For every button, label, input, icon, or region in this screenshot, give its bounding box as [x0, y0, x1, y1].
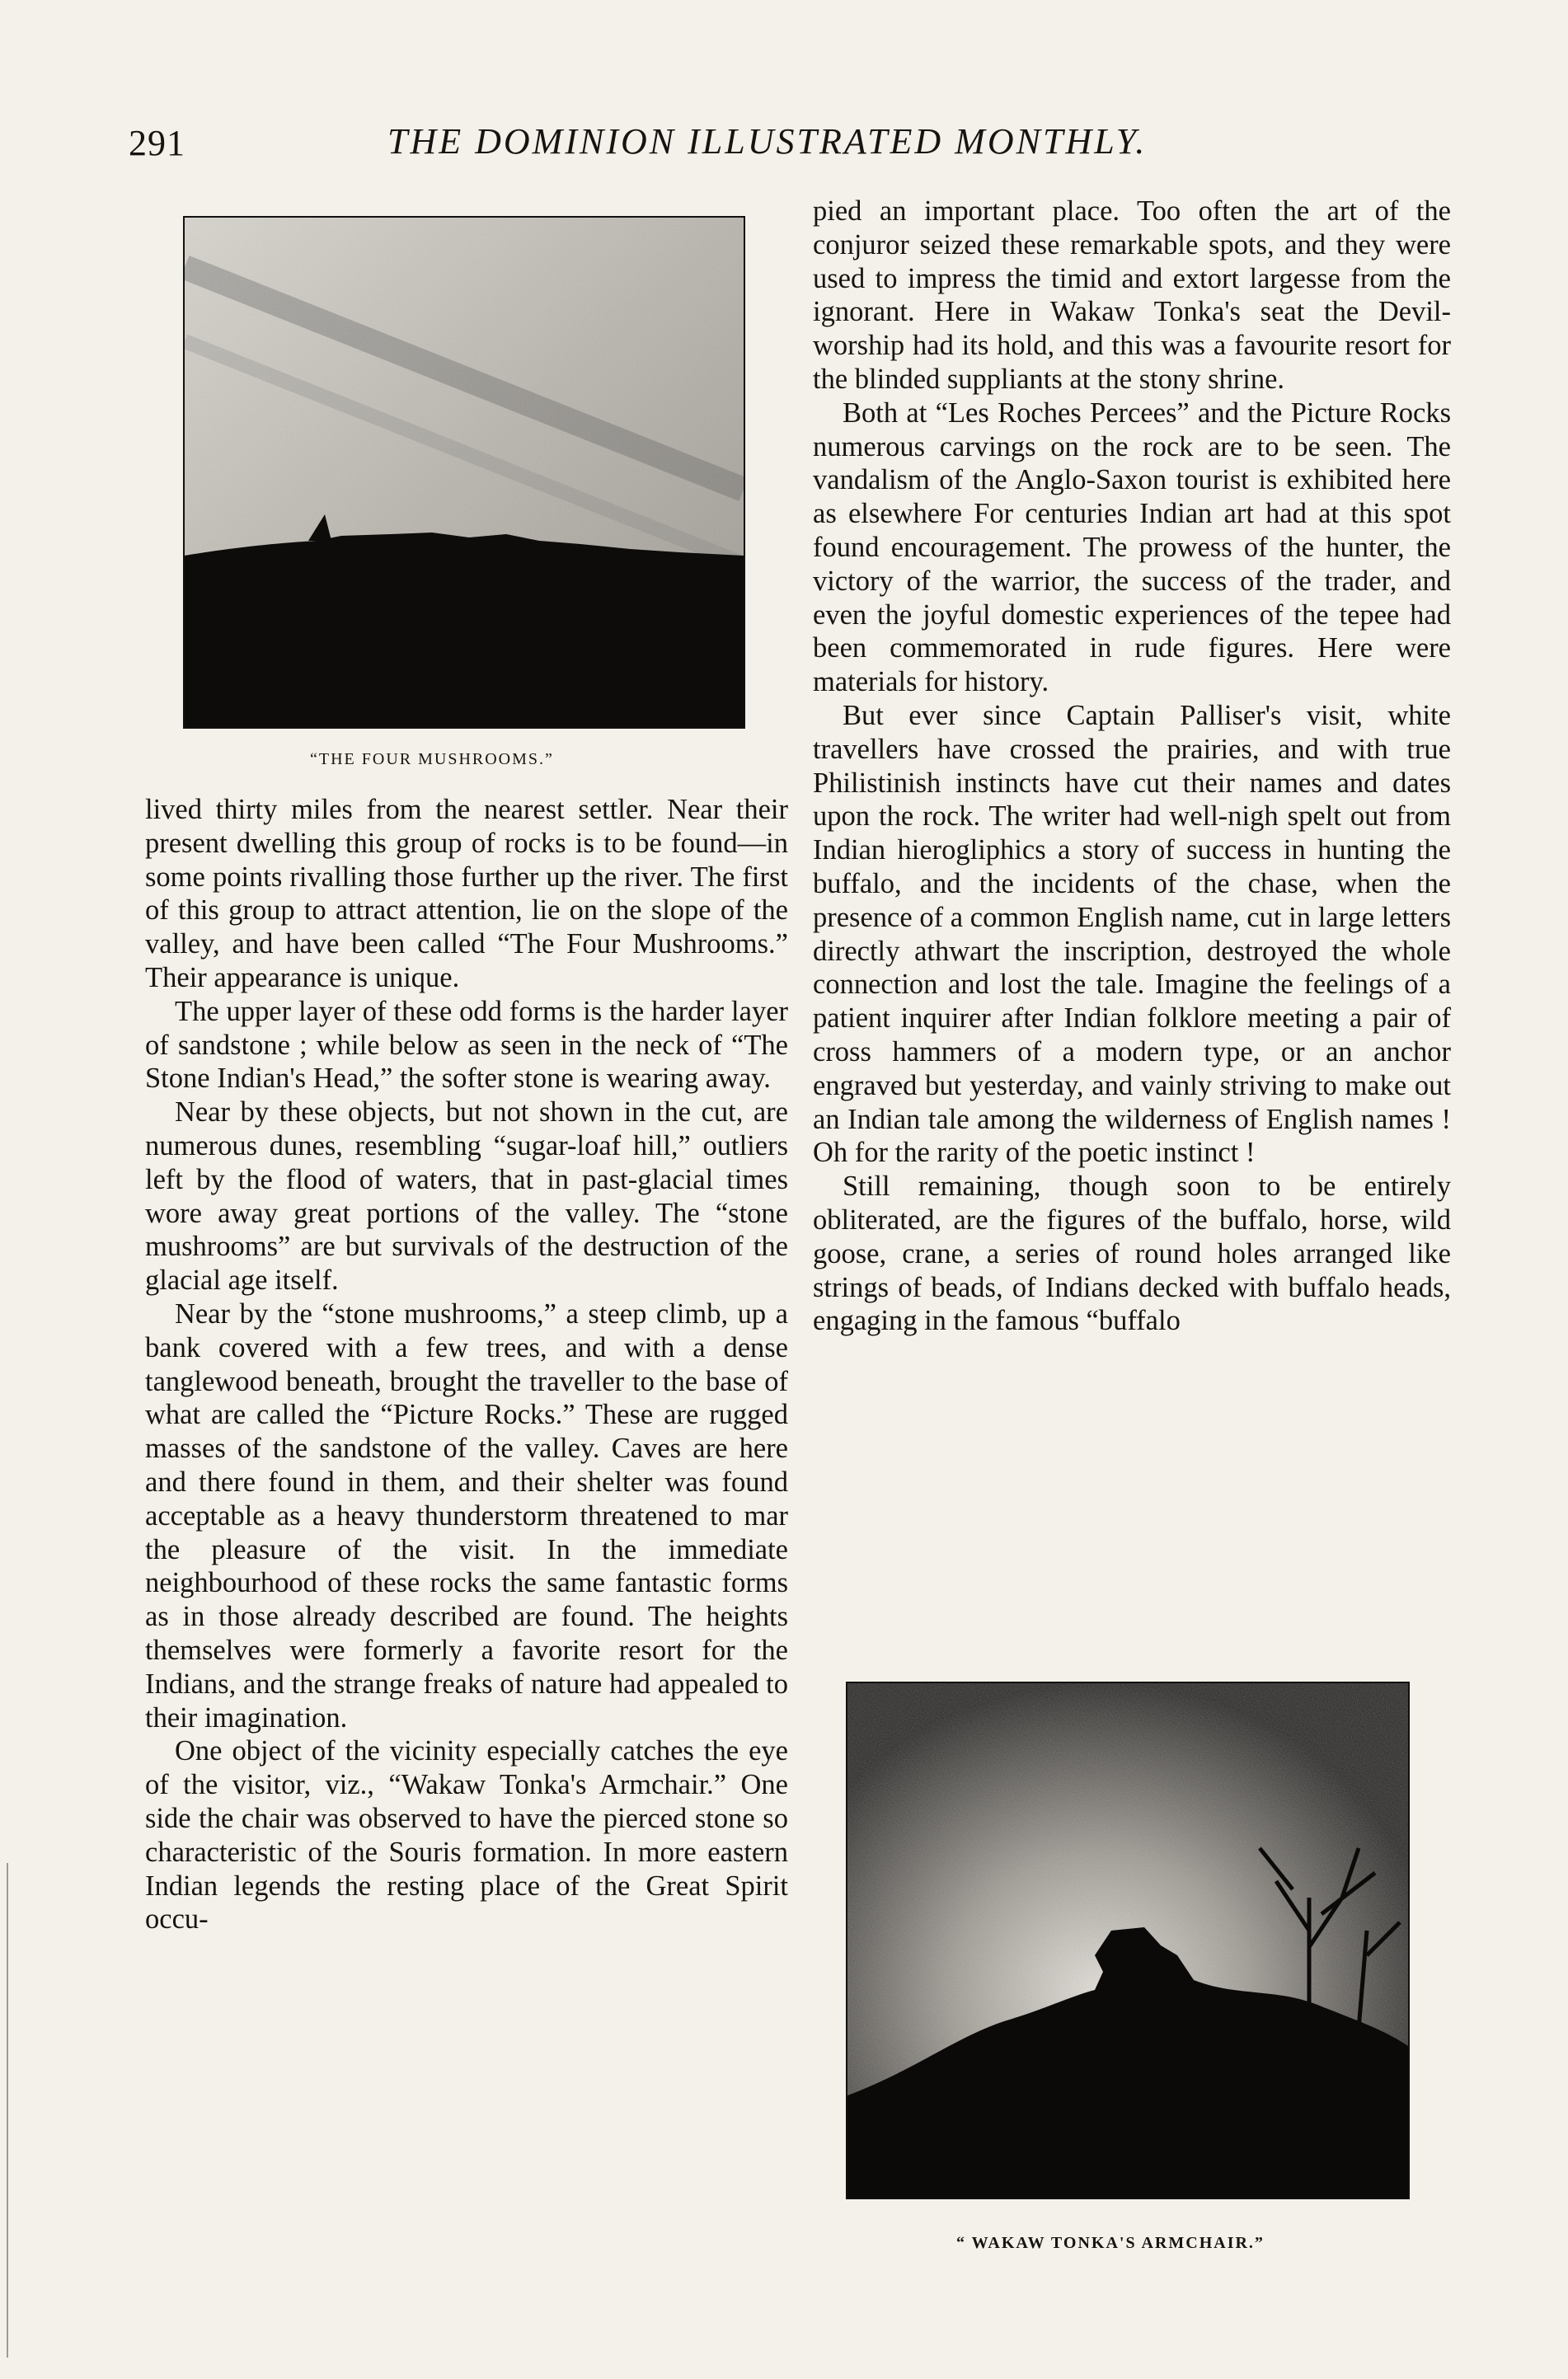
- figure-caption-mushrooms: “THE FOUR MUSHROOMS.”: [310, 750, 554, 768]
- scan-edge-mark: [7, 1863, 8, 2358]
- running-head: THE DOMINION ILLUSTRATED MONTHLY.: [387, 121, 1148, 162]
- paragraph: lived thirty miles from the nearest settler. Near their present dwelling this group of rocks is to be found—in some points rivalling those further up the river. The first of this group to attract attention, lie on the slope of the valley, and have been called “The Four Mushrooms.” Their appearance is unique.: [145, 794, 788, 993]
- paragraph: Both at “Les Roches Percees” and the Picture Rocks numerous carvings on the rock are to be seen. The vandalism of the Anglo-Saxon tourist is exhibited here as elsewhere For centuries Indian art had at this spot found encouragement. The prowess of the hunter, the victory of the warrior, the success of the trader, and even the joyful domestic experiences of the tepee had been commemorated in rude figures. Here were materials for history.: [813, 396, 1451, 698]
- figure-caption-armchair: “ WAKAW TONKA'S ARMCHAIR.”: [956, 2234, 1265, 2252]
- wakaw-tonka-armchair-photo: [846, 1682, 1410, 2199]
- four-mushrooms-photo: [183, 216, 745, 729]
- paragraph: The upper layer of these odd forms is the harder layer of sandstone ; while below as seen in the neck of “The Stone Indian's Head,” the softer stone is wearing away.: [145, 995, 788, 1095]
- paragraph: But ever since Captain Palliser's visit, white travellers have crossed the prairies, and with true Philistinish instincts have cut their names and dates upon the rock. The writer had well-nigh spelt out from Indian hierogliphics a story of success in hunting the buffalo, and the incidents of the chase, when the presence of a common English name, cut in large letters directly athwart the inscription, destroyed the whole connection and lost the tale. Imagine the feelings of a patient inquirer after Indian folklore meeting a pair of cross hammers of a modern type, or an anchor engraved but yesterday, and vainly striving to make out an Indian tale among the wilderness of English names ! Oh for the rarity of the poetic instinct !: [813, 699, 1451, 1169]
- paragraph: One object of the vicinity especially catches the eye of the visitor, viz., “Wakaw Tonka's Armchair.” One side the chair was observed to have the pierced stone so characteristic of the Souris formation. In more eastern Indian legends the resting place of the Great Spirit occu-: [145, 1735, 788, 1936]
- four-mushrooms-image: [185, 218, 744, 727]
- armchair-image: [847, 1683, 1408, 2198]
- paragraph: Still remaining, though soon to be entirely obliterated, are the figures of the buffalo, horse, wild goose, crane, a series of round holes arranged like strings of beads, of Indians decked with buffalo heads, engaging in the famous “buffalo: [813, 1171, 1451, 1337]
- paragraph: Near by the “stone mushrooms,” a steep climb, up a bank covered with a few trees, and with a dense tanglewood beneath, brought the traveller to the base of what are called the “Picture Rocks.” These are rugged masses of the sandstone of the valley. Caves are here and there found in them, and their shelter was found acceptable as a heavy thunderstorm threatened to mar the pleasure of the visit. In the immediate neighbourhood of these rocks the same fantastic forms as in those already described are found. The heights themselves were formerly a favorite resort for the Indians, and the strange freaks of nature had appealed to their imagination.: [145, 1297, 788, 1734]
- paragraph: pied an important place. Too often the art of the conjuror seized these remarkable spots, and they were used to impress the timid and extort largesse from the ignorant. Here in Wakaw Tonka's seat the Devil-worship had its hold, and this was a favourite resort for the blinded suppliants at the stony shrine.: [813, 195, 1451, 395]
- left-column: [145, 793, 788, 1936]
- page-number: 291: [129, 123, 185, 163]
- right-column: [813, 195, 1451, 1338]
- paragraph: Near by these objects, but not shown in the cut, are numerous dunes, resembling “sugar-loaf hill,” outliers left by the flood of waters, that in past-glacial times wore away great portions of the valley. The “stone mushrooms” are but survivals of the destruction of the glacial age itself.: [145, 1096, 788, 1297]
